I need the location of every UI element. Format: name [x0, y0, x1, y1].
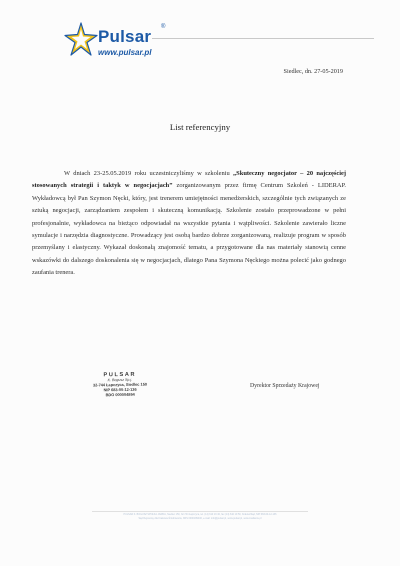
course-name: „Skuteczny negocjator – 20 najczęściej stosowanych strategii i taktyk w negocjacjach” — [32, 170, 346, 190]
company-stamp — [84, 371, 156, 398]
signature-role: Dyrektor Sprzedaży Krajowej — [250, 383, 320, 389]
stamp-bdo: BDO 000004894 — [105, 392, 135, 398]
letter-body — [32, 168, 346, 280]
footer-line-1: PULSAR K. BOGUSZ SPÓŁKA JAWNA, Siedlec 150, 32-744 Łapczyca, tel. (14) 610 19 40, fax (14) 610 19 50, Kraków/Sąd, NIP 683-00-12-136 — [123, 513, 277, 516]
body-intro: W dniach 23-25.05.2019 roku uczestniczyliśmy w szkoleniu — [64, 170, 233, 177]
brand-url: www.pulsar.pl — [98, 48, 152, 57]
stamp-address: 32-744 Łapczyca, Siedlec 150 — [92, 381, 148, 388]
registered-mark: ® — [161, 24, 166, 30]
body-text: zorganizowanym przez firmę Centrum Szkoleń - LIDERAP. Wykładowcą był Pan Szymon Nęcki, który, jest trenerem umiejętności menedżerskich, szczególnie tych związanych ze sztuką negocjacji, zarządzaniem zespołem i skuteczną komunikacją. Szkolenie zostało przeprowadzone w pełni profesjonalnie, wykładowca na bieżąco odpowiadał na wszystkie pytania i wątpliwości. Szkolenie zawierało liczne symulacje i narzędzia diagnostyczne. Prowadzący jest osobą bardzo dobrze zorganizowaną, realizuje program w sposób przemyślany i elastyczny. Wykazał doskonałą znajomość tematu, a przygotowane dla nas materiały stanowią cenne wskazówki do dalszego doskonalenia się w negocjacjach, dlatego Pana Szymona Nęckiego można polecić jako godnego zaufania trenera. — [32, 182, 347, 277]
footer-divider — [92, 511, 308, 512]
header-divider — [152, 38, 374, 39]
document-title: List referencyjny — [169, 122, 231, 132]
page-footer — [86, 513, 314, 521]
pulsar-logo — [64, 20, 174, 60]
footer-line-2: Sąd Rejonowy dla Krakowa-Śródmieścia, KRS 0000189446, e-mail: info@pulsar.pl, www.pulsar.pl, www.zasilacze.pl — [138, 517, 262, 521]
document-date: Siedlec, dn. 27-05-2019 — [283, 68, 343, 75]
brand-name: Pulsar — [98, 27, 152, 46]
body-paragraph — [32, 168, 346, 280]
stamp-nip: NIP 683-00-12-136 — [103, 386, 137, 393]
stamp-owner: K. Bogusz Sp.j. — [107, 377, 133, 383]
stamp-company: PULSAR — [103, 371, 137, 379]
star-logo-icon — [64, 22, 98, 56]
